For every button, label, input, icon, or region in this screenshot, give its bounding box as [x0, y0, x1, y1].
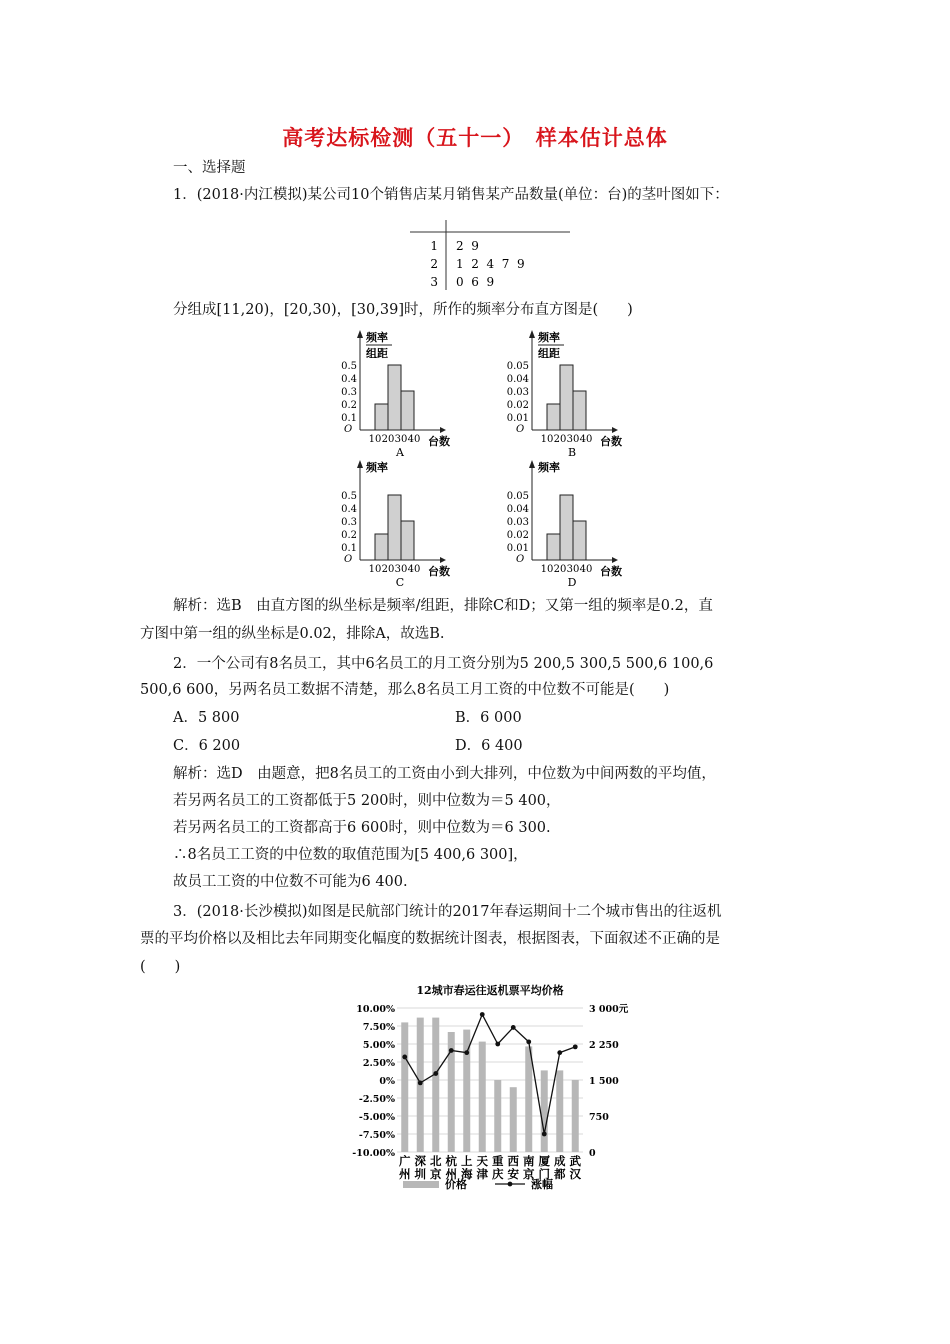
y-left-tick: -5.00%	[358, 1112, 395, 1123]
histogram-D	[507, 460, 622, 588]
histogram-bar	[401, 391, 414, 430]
y-tick-label: 0.3	[341, 387, 357, 398]
y-right-tick: 1 500	[589, 1076, 619, 1087]
change-point	[449, 1048, 454, 1053]
city-label: 津	[476, 1167, 488, 1181]
y-right-tick: 2 250	[589, 1040, 619, 1051]
y-left-tick: 2.50%	[362, 1058, 395, 1069]
y-left-tick: 10.00%	[356, 1004, 395, 1015]
y-label-top: 频率	[366, 461, 388, 474]
legend-bar-swatch	[403, 1181, 439, 1188]
city-label: 成	[554, 1154, 566, 1168]
y-left-tick: -2.50%	[358, 1094, 395, 1105]
histogram-bar	[560, 365, 573, 430]
city-label: 州	[445, 1167, 457, 1181]
x-axis-label: 台数	[600, 565, 622, 578]
x-axis-label: 台数	[428, 565, 450, 578]
x-tick-label: 30	[566, 564, 580, 575]
x-tick-label: 20	[553, 564, 567, 575]
origin-label: O	[344, 424, 353, 435]
q3-line3: ( )	[140, 959, 181, 975]
histogram-bar	[573, 521, 586, 560]
stem-value: 1	[430, 239, 438, 253]
change-point	[464, 1050, 469, 1055]
city-label: 州	[399, 1167, 411, 1181]
price-bar	[510, 1087, 517, 1152]
y-label-top: 频率	[538, 461, 560, 474]
origin-label: O	[516, 554, 525, 565]
y-tick-label: 0.04	[506, 504, 529, 515]
y-tick-label: 0.1	[341, 413, 357, 424]
price-bar	[479, 1042, 486, 1152]
change-point	[433, 1071, 438, 1076]
y-left-tick: -10.00%	[352, 1148, 395, 1159]
y-axis-arrow	[357, 460, 363, 468]
q1-analysis-line1: 解析：选B 由直方图的纵坐标是频率/组距，排除C和D；又第一组的频率是0.2，直	[173, 598, 713, 614]
legend-price: 价格	[445, 1178, 467, 1191]
y-tick-label: 0.2	[341, 400, 357, 411]
x-axis-arrow	[612, 427, 618, 433]
y-tick-label: 0.4	[341, 504, 357, 515]
price-bar	[541, 1070, 548, 1152]
histogram-bar	[560, 495, 573, 560]
y-tick-label: 0.01	[506, 543, 529, 554]
histogram-bar	[375, 404, 388, 430]
x-tick-label: 20	[553, 434, 567, 445]
option-label: B	[567, 446, 577, 459]
city-label: 武	[569, 1154, 581, 1168]
y-tick-label: 0.5	[341, 361, 357, 372]
stem-value: 3	[430, 275, 438, 289]
q2-option-b: B．6 000	[455, 710, 522, 726]
y-label-top: 频率	[366, 331, 388, 344]
change-point	[418, 1080, 423, 1085]
city-label: 深	[414, 1154, 426, 1168]
y-tick-label: 0.05	[506, 491, 529, 502]
histogram-bar	[573, 391, 586, 430]
leaf-values: 2 9	[456, 239, 479, 253]
y-tick-label: 0.1	[341, 543, 357, 554]
x-axis-label: 台数	[428, 435, 450, 448]
histogram-bar	[547, 534, 560, 560]
x-tick-label: 10	[368, 434, 382, 445]
city-label: 厦	[538, 1154, 550, 1168]
x-tick-label: 20	[381, 434, 395, 445]
city-label: 圳	[414, 1167, 426, 1181]
q2-analysis-3: 若另两名员工的工资都高于6 600时，则中位数为＝6 300.	[173, 820, 551, 836]
leaf-values: 0 6 9	[456, 275, 495, 289]
q3-line2: 票的平均价格以及相比去年同期变化幅度的数据统计图表，根据图表，下面叙述不正确的是	[140, 931, 720, 947]
x-tick-label: 40	[407, 434, 421, 445]
y-right-tick: 3 000元	[589, 1004, 629, 1015]
legend-change: 涨幅	[531, 1178, 553, 1191]
origin-label: O	[344, 554, 353, 565]
histogram-A	[341, 330, 450, 459]
city-label: 西	[507, 1154, 519, 1168]
q2-option-c: C．6 200	[173, 738, 241, 754]
price-bar	[525, 1046, 532, 1152]
city-label: 门	[538, 1167, 550, 1181]
q2-option-d: D．6 400	[455, 738, 523, 754]
x-tick-label: 30	[394, 434, 408, 445]
change-point	[402, 1055, 407, 1060]
y-tick-label: 0.03	[506, 387, 529, 398]
change-point	[557, 1050, 562, 1055]
city-label: 京	[523, 1167, 535, 1181]
histogram-C	[341, 460, 450, 588]
y-right-tick: 750	[589, 1112, 609, 1123]
city-label: 庆	[492, 1167, 504, 1181]
y-right-tick: 0	[589, 1148, 596, 1159]
q2-line1: 2．一个公司有8名员工，其中6名员工的月工资分别为5 200,5 300,5 500,6 100,6	[173, 656, 714, 672]
x-tick-label: 40	[407, 564, 421, 575]
x-tick-label: 20	[381, 564, 395, 575]
y-tick-label: 0.04	[506, 374, 529, 385]
x-tick-label: 40	[579, 434, 593, 445]
x-tick-label: 40	[579, 564, 593, 575]
y-tick-label: 0.02	[506, 530, 529, 541]
city-label: 海	[461, 1167, 473, 1181]
y-axis-arrow	[529, 330, 535, 338]
change-point	[480, 1012, 485, 1017]
q1-prompt: 分组成[11,20)，[20,30)，[30,39]时，所作的频率分布直方图是( )	[173, 302, 633, 318]
y-tick-label: 0.2	[341, 530, 357, 541]
y-label-top: 频率	[538, 331, 560, 344]
x-axis-arrow	[440, 427, 446, 433]
option-label: D	[567, 576, 577, 588]
histogram-bar	[388, 495, 401, 560]
x-axis-arrow	[612, 557, 618, 563]
q3-line1: 3．(2018·长沙模拟)如图是民航部门统计的2017年春运期间十二个城市售出的往返机	[173, 904, 722, 920]
q2-option-a: A．5 800	[173, 710, 240, 726]
y-tick-label: 0.01	[506, 413, 529, 424]
city-label: 都	[554, 1167, 566, 1181]
origin-label: O	[516, 424, 525, 435]
price-bar	[494, 1080, 501, 1152]
city-label: 重	[492, 1154, 504, 1168]
histogram-bar	[375, 534, 388, 560]
city-label: 南	[523, 1154, 535, 1168]
change-point	[511, 1025, 516, 1030]
y-tick-label: 0.4	[341, 374, 357, 385]
x-axis-arrow	[440, 557, 446, 563]
price-bar	[556, 1070, 563, 1152]
q1-analysis-line2: 方图中第一组的纵坐标是0.02，排除A，故选B.	[140, 626, 445, 642]
city-label: 天	[476, 1154, 488, 1168]
y-axis-arrow	[529, 460, 535, 468]
y-tick-label: 0.5	[341, 491, 357, 502]
y-tick-label: 0.03	[506, 517, 529, 528]
histogram-B	[507, 330, 622, 459]
price-bar	[401, 1022, 408, 1152]
x-tick-label: 10	[540, 564, 554, 575]
q2-analysis-1: 解析：选D 由题意，把8名员工的工资由小到大排列，中位数为中间两数的平均值，	[173, 766, 716, 782]
y-label-bottom: 组距	[538, 347, 560, 360]
y-tick-label: 0.3	[341, 517, 357, 528]
histogram-bar	[388, 365, 401, 430]
y-left-tick: 0%	[379, 1076, 395, 1087]
city-label: 汉	[569, 1167, 581, 1181]
chart-title: 12城市春运往返机票平均价格	[416, 984, 564, 997]
city-label: 北	[430, 1154, 442, 1168]
histogram-bar	[547, 404, 560, 430]
change-point	[495, 1042, 500, 1047]
y-tick-label: 0.02	[506, 400, 529, 411]
price-bar	[572, 1080, 579, 1152]
city-label: 上	[461, 1154, 473, 1168]
q2-analysis-2: 若另两名员工的工资都低于5 200时，则中位数为＝5 400，	[173, 793, 561, 809]
option-label: C	[395, 576, 405, 588]
change-point	[526, 1039, 531, 1044]
y-left-tick: 5.00%	[362, 1040, 395, 1051]
y-left-tick: 7.50%	[362, 1022, 395, 1033]
x-axis-label: 台数	[600, 435, 622, 448]
x-tick-label: 30	[566, 434, 580, 445]
q2-analysis-4: ∴8名员工工资的中位数的取值范围为[5 400,6 300]，	[173, 847, 528, 863]
city-label: 京	[430, 1167, 442, 1181]
city-label: 广	[399, 1154, 411, 1168]
y-label-bottom: 组距	[366, 347, 388, 360]
q1-text: 1．(2018·内江模拟)某公司10个销售店某月销售某产品数量(单位：台)的茎叶图如下：	[173, 187, 729, 203]
stem-value: 2	[430, 257, 438, 271]
y-axis-arrow	[357, 330, 363, 338]
price-bar	[432, 1018, 439, 1152]
option-label: A	[396, 446, 404, 459]
page-title: 高考达标检测（五十一） 样本估计总体	[282, 125, 668, 150]
y-left-tick: -7.50%	[358, 1130, 395, 1141]
airfare-chart	[345, 980, 645, 1195]
city-label: 安	[507, 1167, 519, 1181]
city-label: 杭	[445, 1154, 457, 1168]
change-point	[573, 1044, 578, 1049]
histogram-options	[330, 326, 650, 588]
histogram-bar	[401, 521, 414, 560]
section-heading: 一、选择题	[173, 160, 246, 176]
q2-line2: 500,6 600，另两名员工数据不清楚，那么8名员工月工资的中位数不可能是( )	[140, 682, 670, 698]
leaf-values: 1 2 4 7 9	[456, 257, 525, 271]
x-tick-label: 10	[540, 434, 554, 445]
legend-line-dot	[508, 1182, 513, 1187]
stem-leaf-plot	[410, 220, 575, 290]
y-tick-label: 0.05	[506, 361, 529, 372]
x-tick-label: 10	[368, 564, 382, 575]
x-tick-label: 30	[394, 564, 408, 575]
q2-analysis-5: 故员工工资的中位数不可能为6 400.	[173, 874, 408, 890]
change-point	[542, 1132, 547, 1137]
